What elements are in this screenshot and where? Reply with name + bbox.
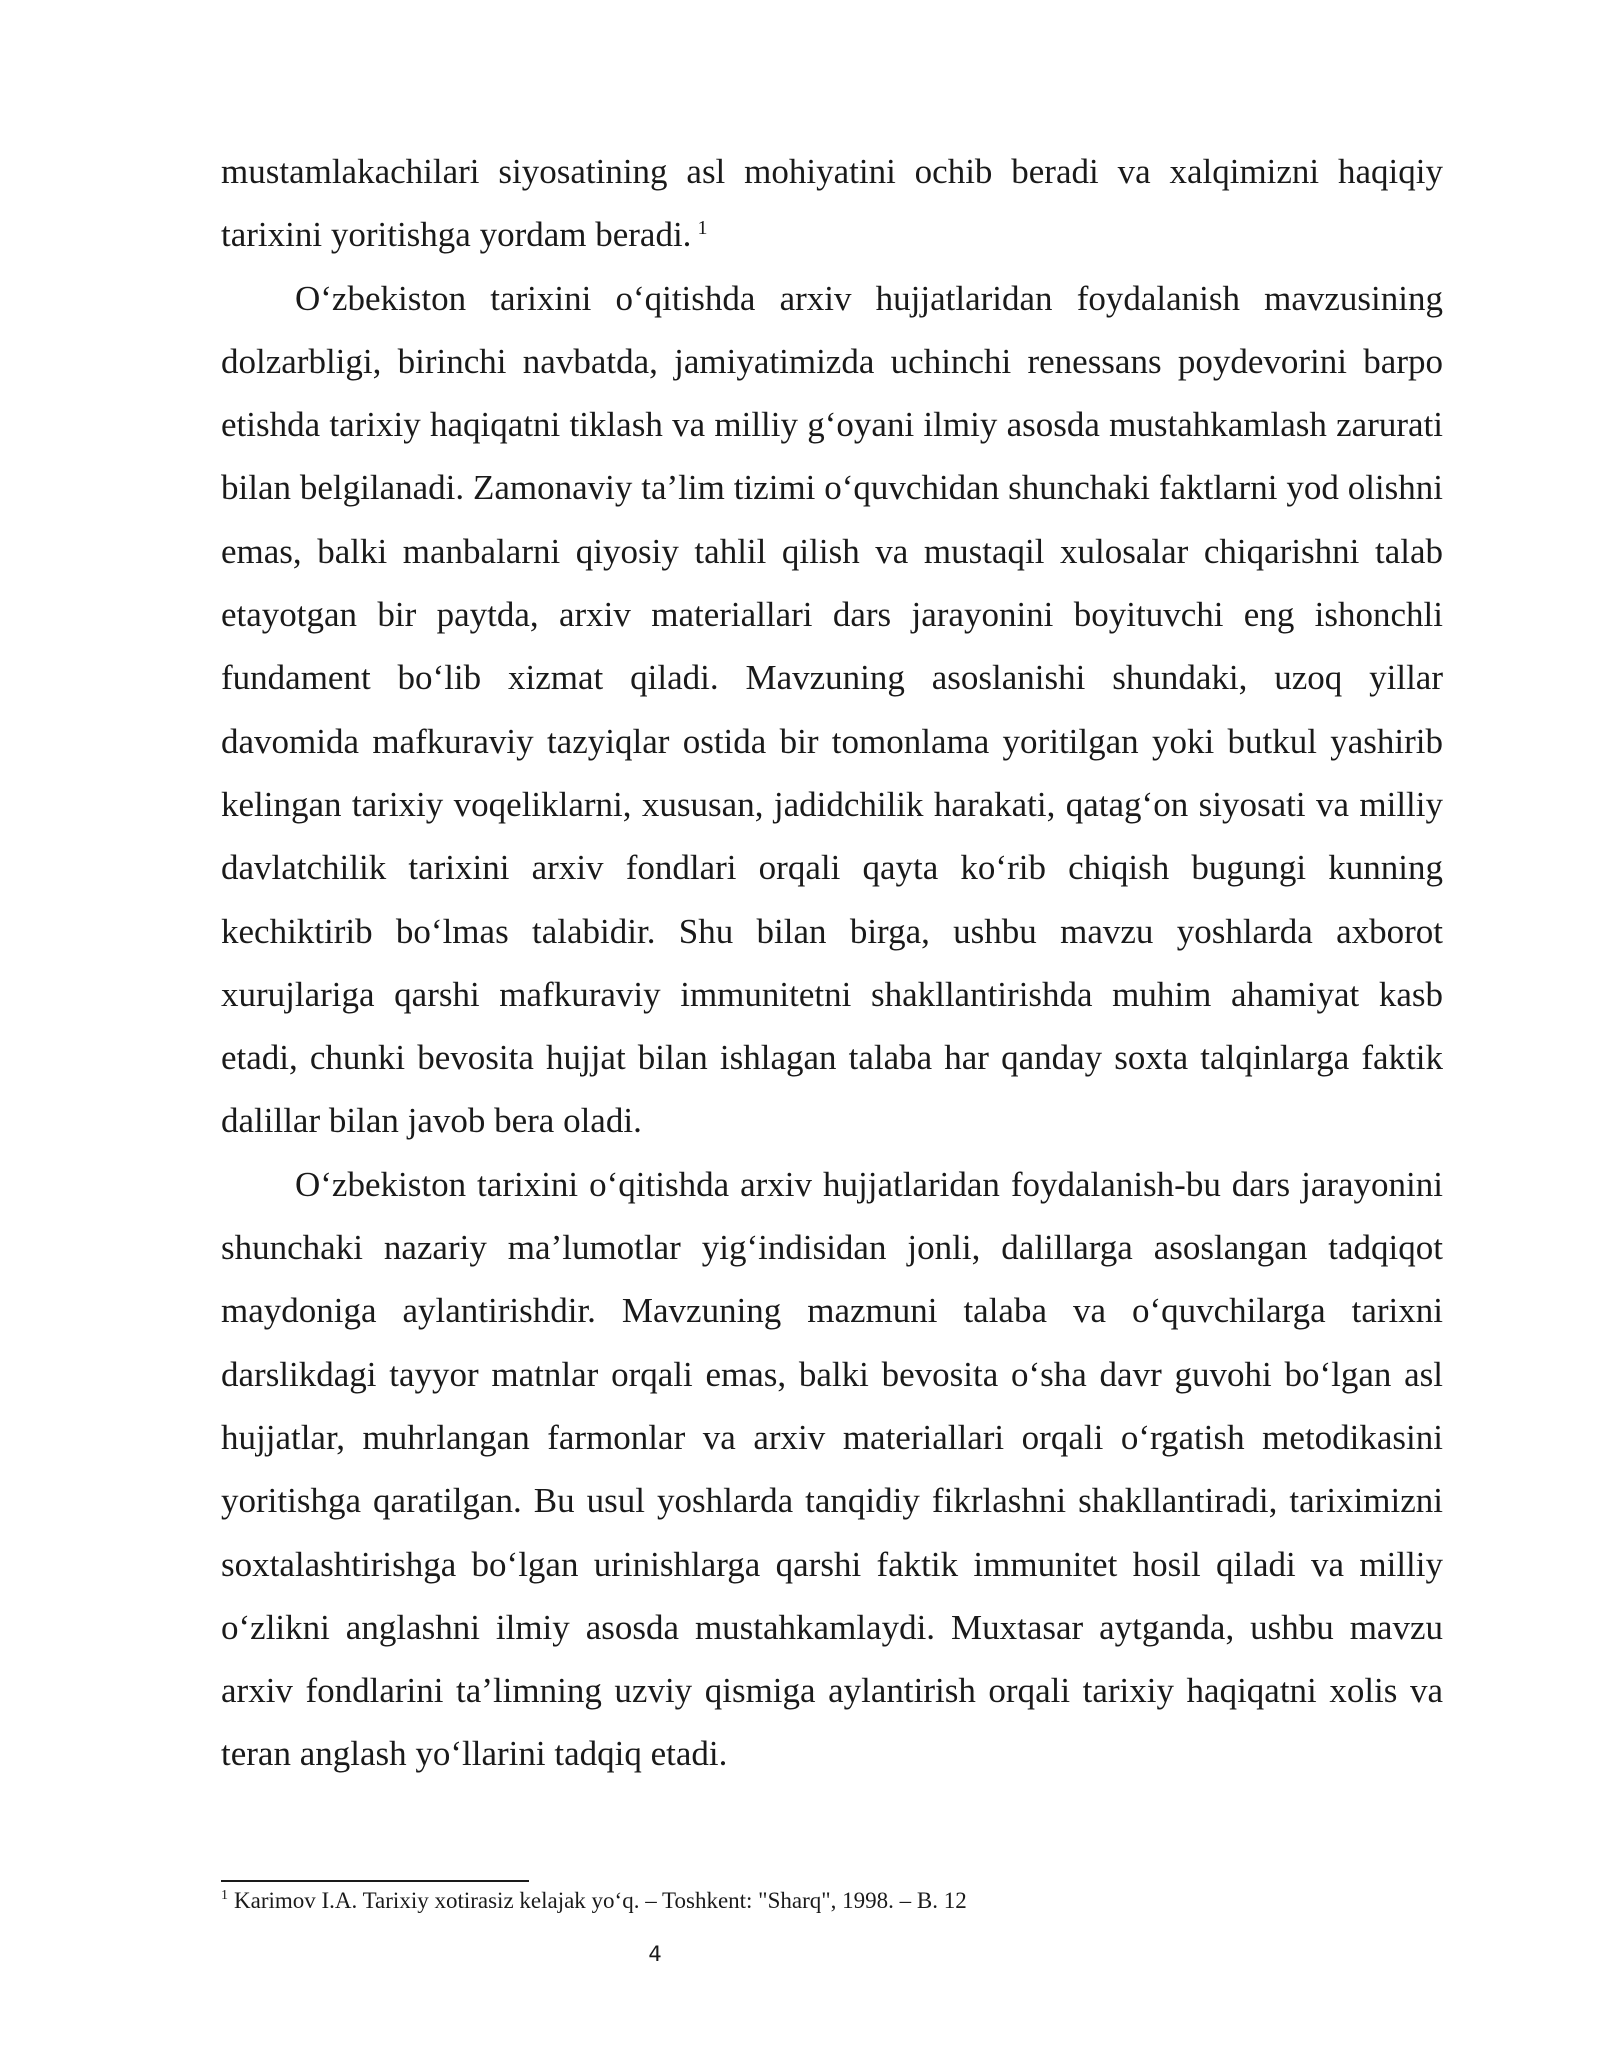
document-page — [221, 140, 1443, 1786]
footnote — [221, 1886, 1443, 1916]
paragraph-content: O‘zbekiston tarixini o‘qitishda arxiv hujjatlaridan foydalanish-bu dars jarayonini shunchaki nazariy ma’lumotlar yig‘indisidan jonli, dalillarga asoslangan tadqiqot maydoniga aylantirishdir. Mavzuning mazmuni talaba va o‘quvchilarga tarixni darslikdagi tayyor matnlar orqali emas, balki bevosita o‘sha davr guvohi bo‘lgan asl hujjatlar, muhrlangan farmonlar va arxiv materiallari orqali o‘rgatish metodikasini yoritishga qaratilgan. Bu usul yoshlarda tanqidiy fikrlashni shakllantiradi, tariximizni soxtalashtirishga bo‘lgan urinishlarga qarshi faktik immunitet hosil qiladi va milliy o‘zlikni anglashni ilmiy asosda mustahkamlaydi. Muxtasar aytganda, ushbu mavzu arxiv fondlarini ta’limning uzviy qismiga aylantirish orqali tarixiy haqiqatni xolis va teran anglash yo‘llarini tadqiq etadi. — [221, 1164, 1443, 1774]
page-number: 4 — [648, 1942, 662, 1966]
footnote-text: Karimov I.A. Tarixiy xotirasiz kelajak yo‘q. – Toshkent: "Sharq", 1998. – B. 12 — [234, 1888, 967, 1913]
footnote-separator — [221, 1880, 529, 1882]
footnote-mark: 1 — [221, 1888, 228, 1904]
paragraph-relevance: O‘zbekiston tarixini o‘qitishda arxiv hujjatlaridan foydalanish mavzusining dolzarbligi, birinchi navbatda, jamiyatimizda uchinchi renessans poydevorini barpo etishda tarixiy haqiqatni tiklash va milliy g‘oyani ilmiy asosda mustahkamlash zarurati bilan belgilanadi. Zamonaviy ta’lim tizimi o‘quvchidan shunchaki faktlarni yod olishni emas, balki manbalarni qiyosiy tahlil qilish va mustaqil xulosalar chiqarishni talab etayotgan bir paytda, arxiv materiallari dars jarayonini boyituvchi eng ishonchli fundament bo‘lib xizmat qiladi. Mavzuning asoslanishi shundaki, uzoq yillar davomida mafkuraviy tazyiqlar ostida bir tomonlama yoritilgan yoki butkul yashirib kelingan tarixiy voqeliklarni, xususan, jadidchilik harakati, qatag‘on siyosati va milliy davlatchilik tarixini arxiv fondlari orqali qayta ko‘rib chiqish bugungi kunning kechiktirib bo‘lmas talabidir. Shu bilan birga, ushbu mavzu yoshlarda axborot xurujlariga qarshi mafkuraviy immunitetni shakllantirishda muhim ahamiyat kasb etadi, chunki bevosita hujjat bilan ishlagan talaba har qanday soxta talqinlarga faktik dalillar bilan javob bera oladi. — [221, 278, 1443, 1141]
paragraph-continuation — [221, 140, 1443, 267]
paragraph-continuation-text: mustamlakachilari siyosatining asl mohiyatini ochib beradi va xalqimizni haqiqiy tarixini yoritishga yordam beradi. — [221, 152, 1443, 255]
footnote-reference[interactable]: 1 — [697, 216, 708, 239]
